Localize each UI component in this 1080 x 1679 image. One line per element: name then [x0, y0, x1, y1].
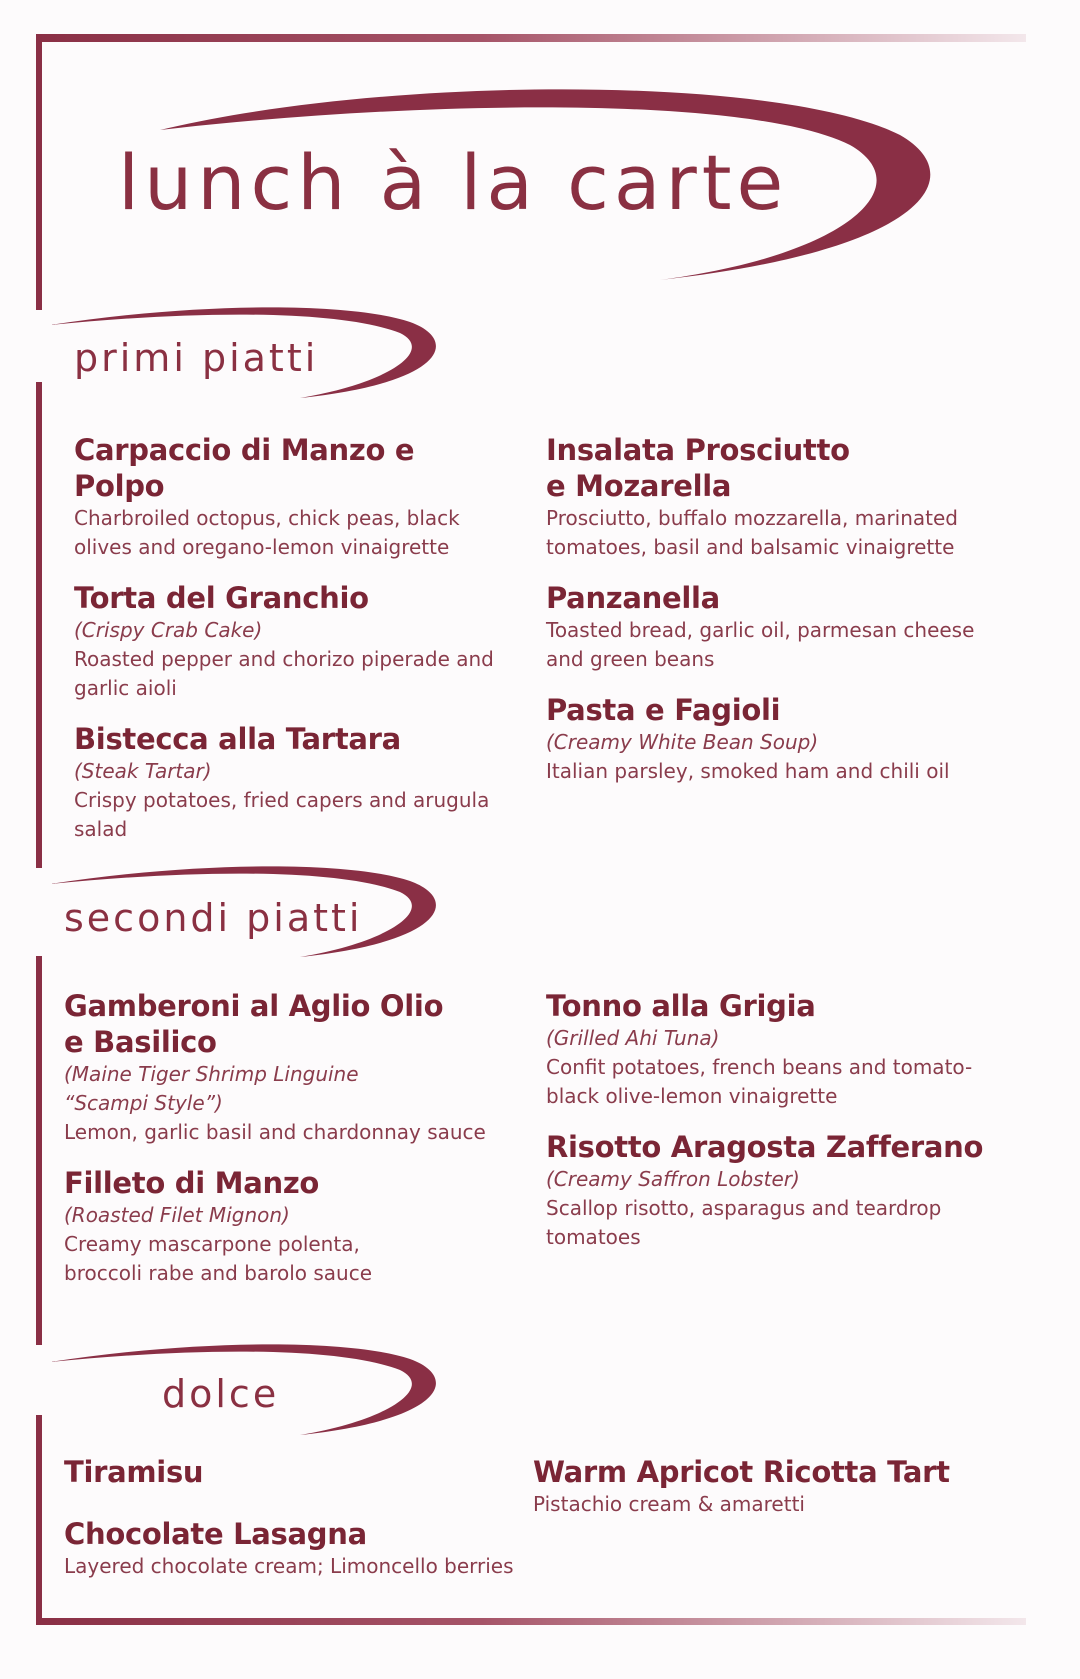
item-description: Prosciutto, buffalo mozzarella, marinated tomatoes, basil and balsamic vinaigrette: [546, 506, 959, 559]
frame-gap: [30, 868, 50, 956]
item-name: Carpaccio di Manzo e Polpo: [74, 433, 415, 503]
primi-right-column: [546, 432, 1016, 804]
item-subtitle: (Creamy White Bean Soup): [546, 730, 819, 754]
item-subtitle: (Grilled Ahi Tuna): [546, 1026, 720, 1050]
menu-item: [64, 1454, 554, 1490]
item-subtitle: (Roasted Filet Mignon): [64, 1203, 290, 1227]
menu-item: [546, 1129, 1006, 1252]
item-subtitle: (Maine Tiger Shrimp Linguine “Scampi Style”): [64, 1062, 359, 1115]
item-description: Creamy mascarpone polenta, broccoli rabe and barolo sauce: [64, 1232, 373, 1285]
item-subtitle: (Creamy Saffron Lobster): [546, 1167, 800, 1191]
frame-gap: [30, 1345, 50, 1415]
item-description: Crispy potatoes, fried capers and arugula salad: [74, 788, 490, 841]
item-name: Bistecca alla Tartara: [74, 722, 401, 756]
item-name: Chocolate Lasagna: [64, 1517, 367, 1551]
item-name: Pasta e Fagioli: [546, 693, 781, 727]
item-name: Filleto di Manzo: [64, 1166, 320, 1200]
menu-item: [74, 432, 514, 562]
item-name: Panzanella: [546, 581, 720, 615]
item-subtitle: (Steak Tartar): [74, 759, 212, 783]
section-title-secondi-piatti: secondi piatti: [64, 896, 363, 940]
item-name: Tiramisu: [64, 1455, 204, 1489]
menu-item: [546, 580, 1016, 674]
section-title-primi-piatti: primi piatti: [74, 336, 319, 380]
frame-gap: [30, 310, 50, 382]
item-description: Toasted bread, garlic oil, parmesan cheese and green beans: [546, 618, 975, 671]
menu-item: [533, 1454, 1003, 1519]
secondi-left-column: [64, 988, 534, 1306]
item-description: Confit potatoes, french beans and tomato-black olive-lemon vinaigrette: [546, 1055, 973, 1108]
secondi-right-column: [546, 988, 1006, 1270]
item-name: Risotto Aragosta Zafferano: [546, 1130, 984, 1164]
menu-item: [546, 432, 1016, 562]
menu-item: [74, 721, 514, 844]
frame-top-border: [36, 34, 1026, 42]
item-description: Layered chocolate cream; Limoncello berries: [64, 1554, 514, 1578]
item-name: Torta del Granchio: [74, 581, 369, 615]
item-name: Warm Apricot Ricotta Tart: [533, 1455, 950, 1489]
item-description: Pistachio cream & amaretti: [533, 1492, 805, 1516]
item-subtitle: (Crispy Crab Cake): [74, 618, 263, 642]
menu-item: [64, 988, 534, 1147]
section-title-dolce: dolce: [162, 1372, 280, 1416]
item-description: Scallop risotto, asparagus and teardrop tomatoes: [546, 1196, 942, 1249]
frame-bottom-border: [36, 1618, 1026, 1625]
primi-left-column: [74, 432, 514, 862]
menu-item: [546, 692, 1016, 786]
item-name: Insalata Prosciutto e Mozarella: [546, 433, 850, 503]
menu-item: [546, 988, 1006, 1111]
item-description: Italian parsley, smoked ham and chili oil: [546, 759, 950, 783]
menu-title: lunch à la carte: [118, 138, 789, 227]
item-description: Charbroiled octopus, chick peas, black olives and oregano-lemon vinaigrette: [74, 506, 460, 559]
menu-item: [64, 1516, 554, 1581]
menu-item: [64, 1165, 534, 1288]
item-description: Lemon, garlic basil and chardonnay sauce: [64, 1120, 486, 1144]
dolce-right-column: [533, 1454, 1003, 1537]
dolce-left-column: [64, 1454, 554, 1599]
item-name: Tonno alla Grigia: [546, 989, 816, 1023]
menu-item: [74, 580, 514, 703]
item-name: Gamberoni al Aglio Olio e Basilico: [64, 989, 444, 1059]
item-description: Roasted pepper and chorizo piperade and garlic aioli: [74, 647, 494, 700]
